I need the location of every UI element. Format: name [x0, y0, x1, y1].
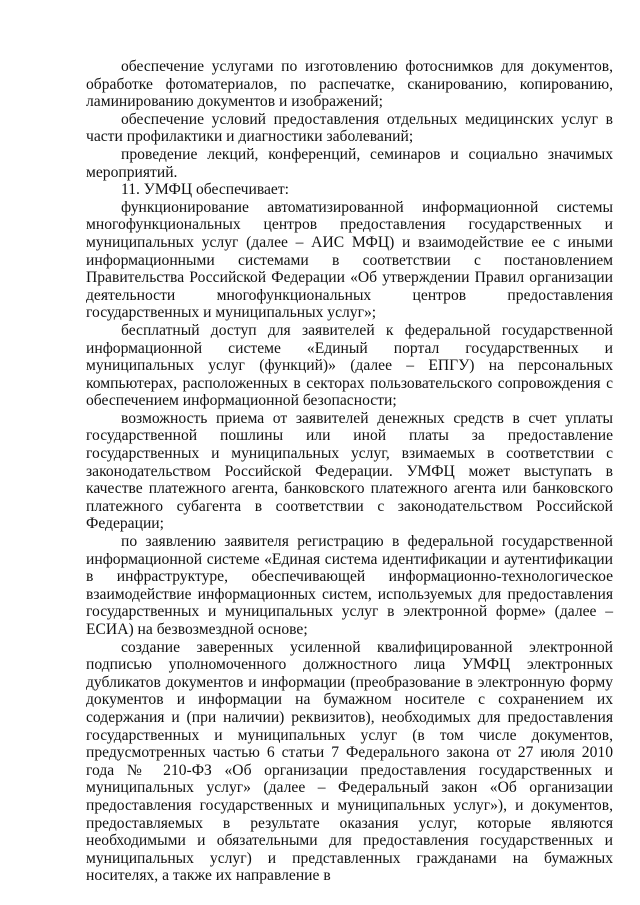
- paragraph-medical-services: обеспечение условий предоставления отдельных медицинских услуг в части профилактики и диагностики заболеваний;: [86, 110, 613, 146]
- document-page: [86, 58, 613, 885]
- paragraph-epgu-access: бесплатный доступ для заявителей к федеральной государственной информационной системе «Единый портал государственных и муниципальных услуг (функций)» (далее – ЕПГУ) на персональных компьютерах, расположенных в секторах пользовательского сопровождения с обеспечением информационной безопасности;: [86, 321, 613, 410]
- paragraph-electronic-duplicates: создание заверенных усиленной квалифицированной электронной подписью уполномоченного должностного лица УМФЦ электронных дубликатов документов и информации (преобразование в электронную форму документов и информации на бумажном носителе с сохранением их содержания и (при наличии) реквизитов), необходимых для предоставления государственных и муниципальных услуг (в том числе документов, предусмотренных частью 6 статьи 7 Федерального закона от 27 июля 2010 года № 210-ФЗ «Об организации предоставления государственных и муниципальных услуг» (далее – Федеральный закон «Об организации предоставления государственных и муниципальных услуг»), и документов, предоставляемых в результате оказания услуг, которые являются необходимыми и обязательными для предоставления государственных и муниципальных услуг) и представленных гражданами на бумажных носителях, а также их направление в: [86, 638, 613, 885]
- paragraph-photo-services: обеспечение услугами по изготовлению фотоснимков для документов, обработке фотоматериалов, по распечатке, сканированию, копированию, ламинированию документов и изображений;: [86, 58, 613, 111]
- paragraph-ais-mfc: функционирование автоматизированной информационной системы многофункциональных центров предоставления государственных и муниципальных услуг (далее – АИС МФЦ) и взаимодействие ее с иными информационными системами в соответствии с постановлением Правительства Российской Федерации «Об утверждении Правил организации деятельности многофункциональных центров предоставления государственных и муниципальных услуг»;: [86, 198, 613, 322]
- paragraph-payments: возможность приема от заявителей денежных средств в счет уплаты государственной пошлины или иной платы за предоставление государственных и муниципальных услуг, взимаемых в соответствии с законодательством Российской Федерации. УМФЦ может выступать в качестве платежного агента, банковского платежного агента или банковского платежного субагента в соответствии с законодательством Российской Федерации;: [86, 409, 613, 533]
- paragraph-section-11-heading: 11. УМФЦ обеспечивает:: [121, 181, 289, 199]
- paragraph-esia-registration: по заявлению заявителя регистрацию в федеральной государственной информационной системе «Единая система идентификации и аутентификации в инфраструктуре, обеспечивающей информационно-технологическое взаимодействие информационных систем, используемых для предоставления государственных и муниципальных услуг в электронной форме» (далее – ЕСИА) на безвозмездной основе;: [86, 533, 613, 638]
- paragraph-lectures: проведение лекций, конференций, семинаров и социально значимых мероприятий.: [86, 145, 613, 181]
